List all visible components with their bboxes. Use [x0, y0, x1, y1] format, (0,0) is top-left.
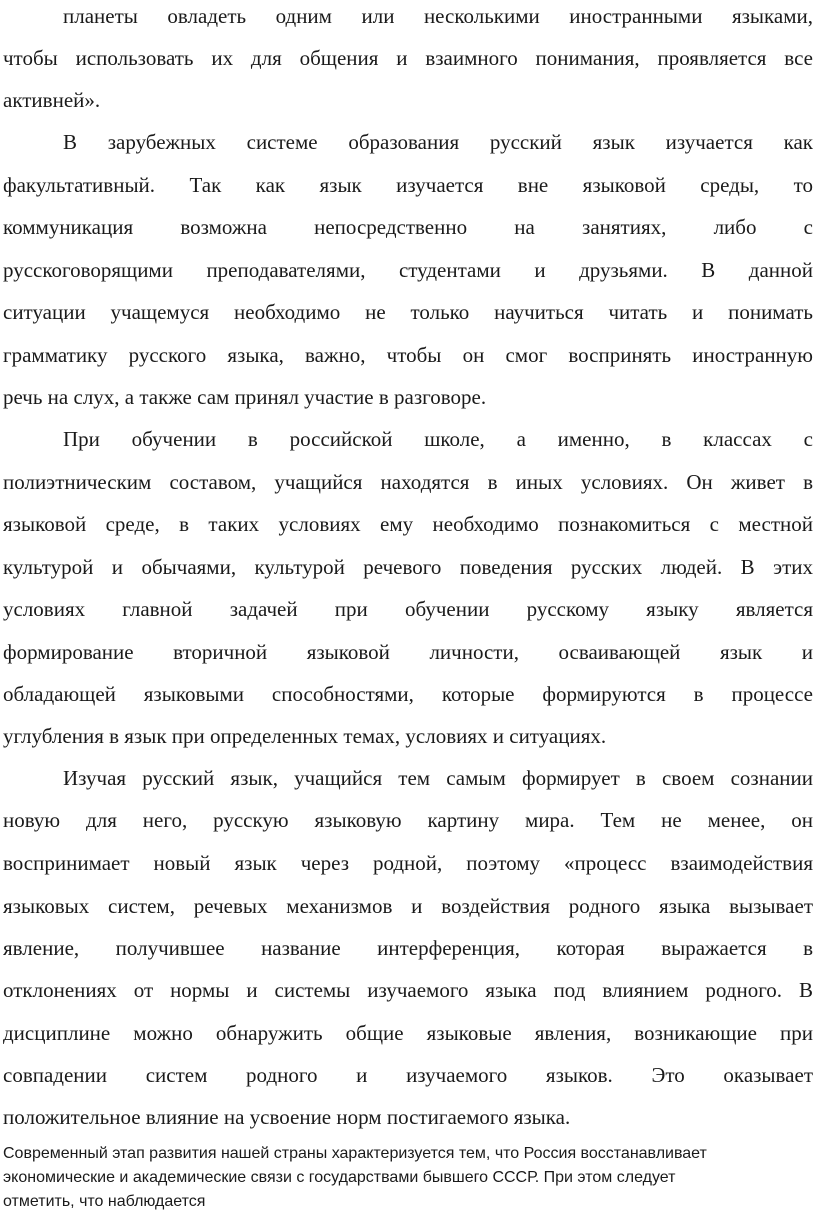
text-line: воспринимает новый язык через родной, поэтому «процесс взаимодействия	[3, 851, 813, 875]
text-line: условиях главной задачей при обучении русскому языку является	[3, 597, 813, 621]
text-line: В зарубежных системе образования русский язык изучается как	[63, 130, 813, 154]
text-line: отклонениях от нормы и системы изучаемого языка под влиянием родного. В	[3, 978, 813, 1002]
text-line: языковой среде, в таких условиях ему необходимо познакомиться с местной	[3, 512, 813, 536]
footer-line: отметить, что наблюдается	[3, 1193, 206, 1210]
text-line: коммуникация возможна непосредственно на занятиях, либо с	[3, 215, 813, 239]
text-line: чтобы использовать их для общения и взаимного понимания, проявляется все	[3, 46, 813, 70]
text-line: грамматику русского языка, важно, чтобы он смог воспринять иностранную	[3, 343, 813, 367]
text-line: культурой и обычаями, культурой речевого поведения русских людей. В этих	[3, 555, 813, 579]
text-line: дисциплине можно обнаружить общие языковые явления, возникающие при	[3, 1021, 813, 1045]
text-line: планеты овладеть одним или несколькими иностранными языками,	[63, 4, 813, 28]
text-line: положительное влияние на усвоение норм постигаемого языка.	[3, 1105, 571, 1129]
text-line: русскоговорящими преподавателями, студентами и друзьями. В данной	[3, 258, 813, 282]
text-line: речь на слух, а также сам принял участие в разговоре.	[3, 385, 487, 409]
text-line: явление, получившее название интерференция, которая выражается в	[3, 936, 813, 960]
text-line: новую для него, русскую языковую картину мира. Тем не менее, он	[3, 808, 813, 832]
text-line: формирование вторичной языковой личности, осваивающей язык и	[3, 640, 813, 664]
text-line: языковых систем, речевых механизмов и воздействия родного языка вызывает	[3, 894, 813, 918]
text-line: При обучении в российской школе, а именно, в классах с	[63, 427, 813, 451]
text-line: обладающей языковыми способностями, которые формируются в процессе	[3, 682, 813, 706]
text-line: Изучая русский язык, учащийся тем самым формирует в своем сознании	[63, 766, 813, 790]
text-line: углубления в язык при определенных темах, условиях и ситуациях.	[3, 724, 607, 748]
footer-line: экономические и академические связи с государствами бывшего СССР. При этом следует	[3, 1169, 676, 1186]
text-line: полиэтническим составом, учащийся находятся в иных условиях. Он живет в	[3, 470, 813, 494]
text-line: активней».	[3, 88, 101, 112]
text-line: факультативный. Так как язык изучается вне языковой среды, то	[3, 173, 813, 197]
text-line: совпадении систем родного и изучаемого языков. Это оказывает	[3, 1063, 813, 1087]
footer-line: Современный этап развития нашей страны характеризуется тем, что Россия восстанавливает	[3, 1145, 707, 1162]
text-line: ситуации учащемуся необходимо не только научиться читать и понимать	[3, 300, 813, 324]
